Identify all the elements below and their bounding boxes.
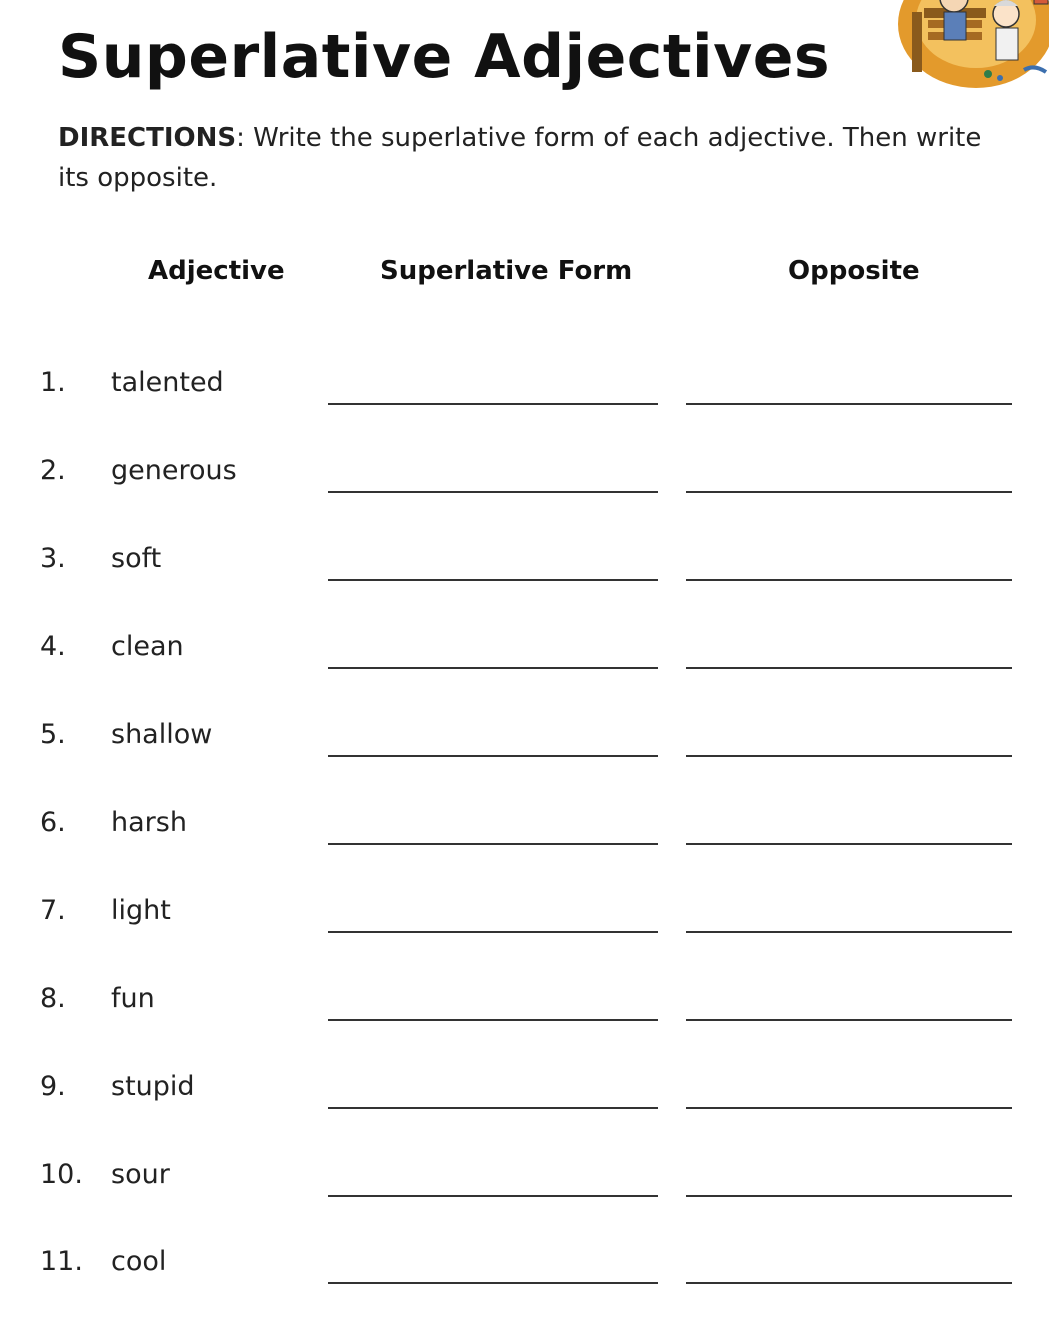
- superlative-answer-line[interactable]: [328, 403, 658, 405]
- superlative-answer-line[interactable]: [328, 1195, 658, 1197]
- opposite-answer-line[interactable]: [686, 403, 1012, 405]
- item-number: 1.: [40, 367, 66, 398]
- worksheet-row: [0, 367, 1049, 455]
- directions: [58, 118, 988, 198]
- adjective-word: light: [111, 895, 171, 926]
- superlative-answer-line[interactable]: [328, 579, 658, 581]
- worksheet-row: [0, 895, 1049, 983]
- superlative-answer-line[interactable]: [328, 755, 658, 757]
- worksheet-row: [0, 983, 1049, 1071]
- superlative-answer-line[interactable]: [328, 1282, 658, 1284]
- worksheet-row: [0, 543, 1049, 631]
- opposite-answer-line[interactable]: [686, 931, 1012, 933]
- directions-label: DIRECTIONS: [58, 123, 237, 153]
- worksheet-row: [0, 807, 1049, 895]
- opposite-answer-line[interactable]: [686, 1282, 1012, 1284]
- opposite-answer-line[interactable]: [686, 1195, 1012, 1197]
- item-number: 7.: [40, 895, 66, 926]
- adjective-word: fun: [111, 983, 155, 1014]
- adjective-word: shallow: [111, 719, 213, 750]
- opposite-answer-line[interactable]: [686, 579, 1012, 581]
- item-number: 8.: [40, 983, 66, 1014]
- adjective-word: stupid: [111, 1071, 195, 1102]
- item-number: 3.: [40, 543, 66, 574]
- worksheet-row: [0, 1071, 1049, 1159]
- item-number: 5.: [40, 719, 66, 750]
- superlative-answer-line[interactable]: [328, 1019, 658, 1021]
- item-number: 2.: [40, 455, 66, 486]
- cartoon-characters-icon: [884, 0, 1049, 94]
- adjective-word: talented: [111, 367, 224, 398]
- adjective-word: harsh: [111, 807, 187, 838]
- worksheet-row: [0, 719, 1049, 807]
- adjective-word: clean: [111, 631, 184, 662]
- worksheet-row: [0, 455, 1049, 543]
- superlative-answer-line[interactable]: [328, 843, 658, 845]
- worksheet-row: [0, 631, 1049, 719]
- superlative-answer-line[interactable]: [328, 931, 658, 933]
- opposite-answer-line[interactable]: [686, 1107, 1012, 1109]
- page-title: Superlative Adjectives: [58, 22, 831, 92]
- item-number: 9.: [40, 1071, 66, 1102]
- column-header-adjective: Adjective: [148, 256, 285, 286]
- item-number: 11.: [40, 1246, 83, 1277]
- worksheet-row: [0, 1246, 1049, 1334]
- adjective-word: soft: [111, 543, 162, 574]
- item-number: 4.: [40, 631, 66, 662]
- opposite-answer-line[interactable]: [686, 491, 1012, 493]
- column-header-superlative: Superlative Form: [380, 256, 633, 286]
- adjective-word: cool: [111, 1246, 167, 1277]
- column-header-opposite: Opposite: [788, 256, 920, 286]
- opposite-answer-line[interactable]: [686, 755, 1012, 757]
- directions-text: : Write the superlative form of each adjective. Then write its opposite.: [58, 123, 982, 193]
- opposite-answer-line[interactable]: [686, 843, 1012, 845]
- worksheet-row: [0, 1159, 1049, 1247]
- adjective-word: sour: [111, 1159, 170, 1190]
- item-number: 10.: [40, 1159, 83, 1190]
- adjective-word: generous: [111, 455, 237, 486]
- item-number: 6.: [40, 807, 66, 838]
- opposite-answer-line[interactable]: [686, 1019, 1012, 1021]
- superlative-answer-line[interactable]: [328, 667, 658, 669]
- superlative-answer-line[interactable]: [328, 1107, 658, 1109]
- superlative-answer-line[interactable]: [328, 491, 658, 493]
- opposite-answer-line[interactable]: [686, 667, 1012, 669]
